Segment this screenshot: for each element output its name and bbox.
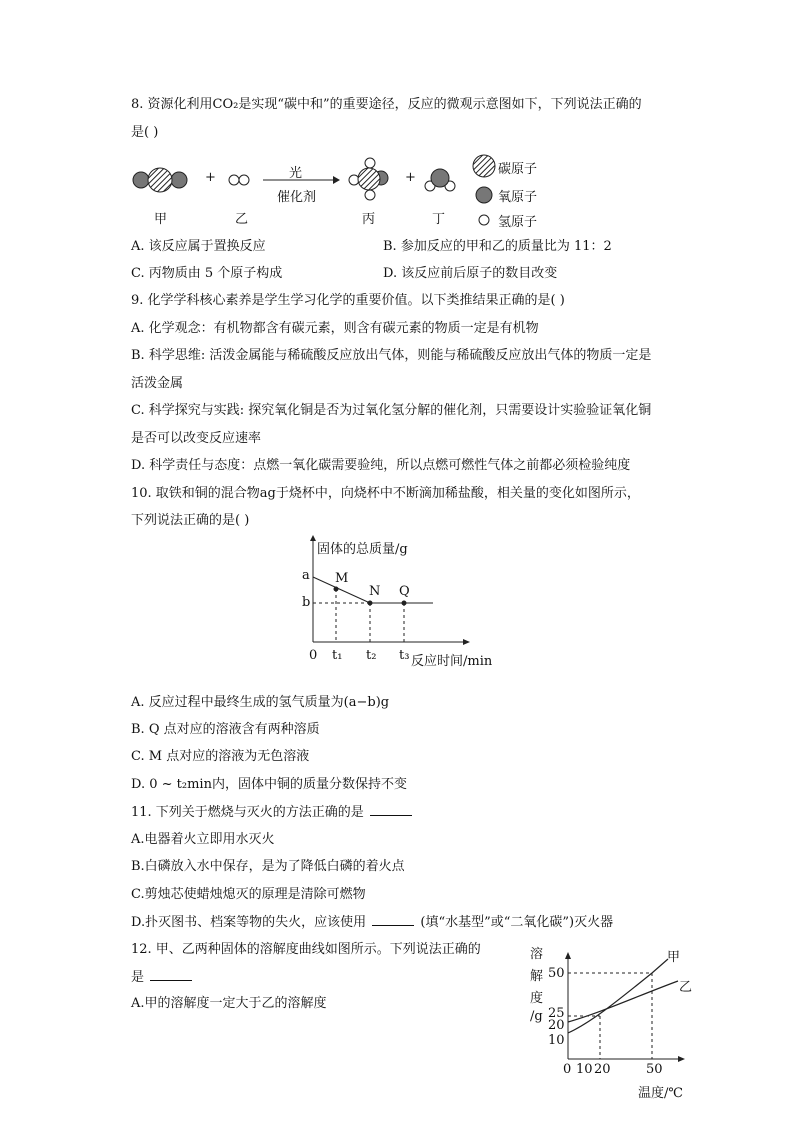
q9-option-b-line2: 活泼金属 bbox=[131, 376, 184, 391]
q10-stem-line2: 下列说法正确的是( ) bbox=[131, 513, 250, 528]
q11-stem: 11. 下列关于燃烧与灭火的方法正确的是 bbox=[131, 805, 364, 820]
mass-graph-tick-t2: t₂ bbox=[366, 648, 377, 663]
q8-option-a: A. 该反应属于置换反应 bbox=[131, 239, 266, 254]
sol-xtick-20: 20 bbox=[594, 1062, 611, 1077]
sol-ylabel-1: 溶 bbox=[530, 947, 544, 962]
mass-graph-xlabel: 反应时间/min bbox=[411, 654, 493, 669]
sol-xtick-0: 0 bbox=[563, 1062, 572, 1077]
point-m bbox=[334, 587, 339, 592]
q10-option-a: A. 反应过程中最终生成的氢气质量为(a−b)g bbox=[131, 695, 390, 710]
q11-option-d-post: (填“水基型”或“二氧化碳”)灭火器 bbox=[420, 915, 614, 930]
q9-option-d: D. 科学责任与态度：点燃一氧化碳需要验纯，所以点燃可燃性气体之前都必须检验纯度 bbox=[131, 458, 631, 473]
sol-ytick-20: 20 bbox=[548, 1018, 565, 1033]
mass-graph-y-a: a bbox=[302, 568, 310, 583]
legend-oxygen-icon bbox=[476, 187, 492, 203]
q11-option-a: A.电器着火立即用水灭火 bbox=[131, 832, 275, 847]
q9-option-c-line2: 是否可以改变反应速率 bbox=[131, 431, 262, 446]
q8-stem-line1: 8. 资源化利用CO₂是实现“碳中和”的重要途径，反应的微观示意图如下，下列说法正确的 bbox=[131, 97, 642, 112]
label-yi: 乙 bbox=[235, 212, 249, 227]
q9-option-b-line1: B. 科学思维: 活泼金属能与稀硫酸反应放出气体，则能与稀硫酸反应放出气体的物质一定是 bbox=[131, 348, 652, 363]
sol-ytick-50: 50 bbox=[548, 966, 565, 981]
q12-stem-line1: 12. 甲、乙两种固体的溶解度曲线如图所示。下列说法正确的 bbox=[131, 942, 481, 957]
q8-option-d: D. 该反应前后原子的数目改变 bbox=[383, 266, 558, 281]
mass-graph-ylabel: 固体的总质量/g bbox=[317, 542, 408, 557]
sol-xtick-50: 50 bbox=[646, 1062, 663, 1077]
legend-carbon-icon bbox=[473, 155, 495, 177]
mass-graph-tick-t1: t₁ bbox=[332, 648, 343, 663]
arrow-condition-catalyst: 催化剂 bbox=[277, 190, 317, 205]
molecule-jia bbox=[133, 168, 187, 192]
q11-option-d-line bbox=[131, 913, 613, 932]
reaction-arrow-head bbox=[333, 176, 340, 184]
q12-stem-line2: 是 bbox=[131, 970, 145, 985]
molecule-yi bbox=[229, 175, 249, 185]
legend-hydrogen-label: 氢原子 bbox=[498, 215, 538, 230]
q8-stem-line2: 是( ) bbox=[131, 125, 159, 140]
sol-xlabel: 温度/℃ bbox=[638, 1086, 683, 1101]
curve-yi bbox=[568, 981, 678, 1022]
q12-option-a: A.甲的溶解度一定大于乙的溶解度 bbox=[131, 996, 327, 1011]
q9-stem: 9. 化学学科核心素养是学生学习化学的重要价值。以下类推结果正确的是( ) bbox=[131, 293, 565, 308]
q9-option-c-line1: C. 科学探究与实践: 探究氧化铜是否为过氧化氢分解的催化剂，只需要设计实验验证氧化铜 bbox=[131, 403, 652, 418]
q12-answer-blank bbox=[150, 968, 192, 981]
sol-ytick-25: 25 bbox=[548, 1006, 565, 1021]
mass-graph-label-n: N bbox=[369, 584, 381, 599]
molecule-bing bbox=[349, 158, 388, 200]
label-ding: 丁 bbox=[432, 212, 446, 227]
sol-ytick-10: 10 bbox=[548, 1033, 565, 1048]
label-bing: 丙 bbox=[362, 212, 376, 227]
curve-jia bbox=[568, 959, 668, 1033]
mass-graph-tick-t3: t₃ bbox=[399, 648, 410, 663]
q8-option-b: B. 参加反应的甲和乙的质量比为 11：2 bbox=[383, 239, 612, 254]
arrow-condition-light: 光 bbox=[289, 166, 303, 181]
q11-option-b: B.白磷放入水中保存，是为了降低白磷的着火点 bbox=[131, 859, 405, 874]
q9-option-a: A. 化学观念：有机物都含有碳元素，则含有碳元素的物质一定是有机物 bbox=[131, 321, 539, 336]
point-n bbox=[368, 601, 373, 606]
sol-xtick-10: 10 bbox=[576, 1062, 593, 1077]
molecule-ding bbox=[425, 169, 455, 191]
sol-ylabel-2: 解 bbox=[530, 969, 544, 984]
q11-option-d-pre: D.扑灭图书、档案等物的失火，应该使用 bbox=[131, 915, 367, 930]
legend-oxygen-label: 氧原子 bbox=[498, 190, 538, 205]
mass-graph-y-b: b bbox=[302, 595, 311, 610]
q11-d-blank bbox=[372, 913, 414, 926]
mass-graph-origin: 0 bbox=[309, 648, 318, 663]
q11-stem-line bbox=[131, 803, 414, 822]
sol-curve-label-jia: 甲 bbox=[667, 950, 681, 965]
q11-answer-blank bbox=[370, 803, 412, 816]
legend-carbon-label: 碳原子 bbox=[498, 162, 538, 177]
point-q bbox=[402, 601, 407, 606]
mass-graph-label-q: Q bbox=[399, 584, 410, 599]
q10-stem-line1: 10. 取铁和铜的混合物ag于烧杯中，向烧杯中不断滴加稀盐酸，相关量的变化如图所示， bbox=[131, 486, 640, 501]
q8-option-c: C. 丙物质由 5 个原子构成 bbox=[131, 266, 283, 281]
q10-option-d: D. 0 ~ t₂min内，固体中铜的质量分数保持不变 bbox=[131, 777, 407, 792]
sol-curve-label-yi: 乙 bbox=[679, 980, 693, 995]
q10-option-b: B. Q 点对应的溶液含有两种溶质 bbox=[131, 722, 320, 737]
q11-option-c: C.剪烛芯使蜡烛熄灭的原理是清除可燃物 bbox=[131, 887, 366, 902]
q10-option-c: C. M 点对应的溶液为无色溶液 bbox=[131, 749, 310, 764]
label-jia: 甲 bbox=[154, 212, 168, 227]
plus-sign-2: + bbox=[405, 170, 416, 185]
q12-stem-line2-wrap bbox=[131, 968, 194, 987]
mass-graph-label-m: M bbox=[335, 571, 349, 586]
sol-ylabel-3: 度 bbox=[530, 991, 544, 1006]
sol-ylabel-4: /g bbox=[530, 1009, 543, 1024]
legend-hydrogen-icon bbox=[479, 215, 489, 225]
plus-sign-1: + bbox=[205, 170, 216, 185]
